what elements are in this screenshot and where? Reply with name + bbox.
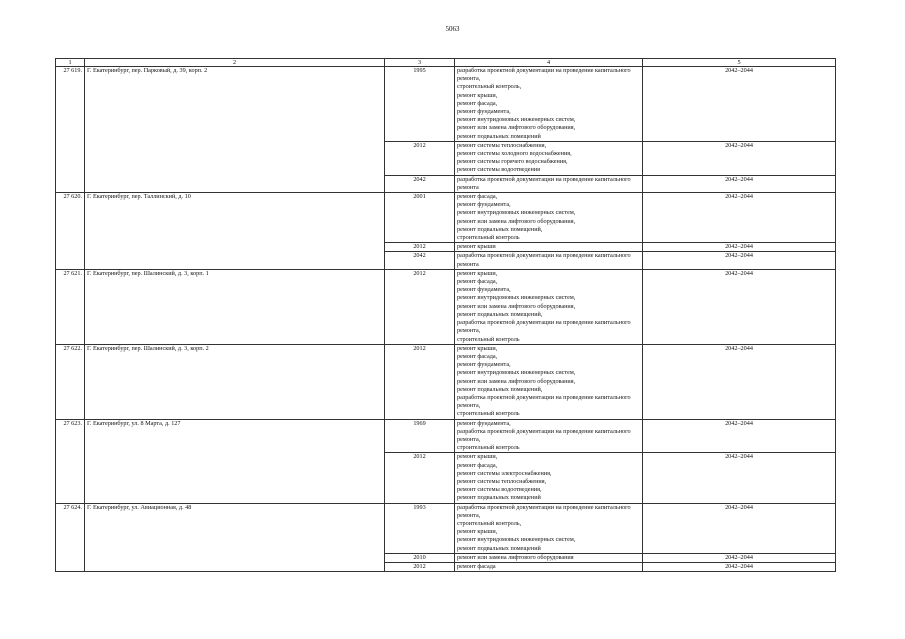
year-cell: 2012 [385, 243, 455, 252]
period-cell: 2042–2044 [643, 243, 836, 252]
building-address: Г. Екатеринбург, пер. Парковый, д. 39, корп. 2 [85, 67, 385, 193]
works-cell: разработка проектной документации на проведение капитального ремонта [455, 252, 643, 269]
period-cell: 2042–2044 [643, 553, 836, 562]
building-address: Г. Екатеринбург, ул. 8 Марта, д. 127 [85, 419, 385, 503]
column-header: 4 [455, 59, 643, 67]
year-cell: 2012 [385, 562, 455, 571]
works-cell: ремонт или замена лифтового оборудования [455, 553, 643, 562]
building-address: Г. Екатеринбург, пер. Шалинский, д. 3, корп. 1 [85, 269, 385, 344]
period-cell: 2042–2044 [643, 67, 836, 142]
row-number: 27 623. [56, 419, 85, 503]
table-row [56, 193, 836, 243]
works-cell: ремонт крыши, ремонт фасада, ремонт фундамента, ремонт внутридомовых инженерных систем, ремонт или замена лифтового оборудования, ремонт подвальных помещений, разработка проектной документации на проведение капитального ремонта, строительный контроль [455, 344, 643, 419]
period-cell: 2042–2044 [643, 175, 836, 192]
year-cell: 2010 [385, 553, 455, 562]
works-cell: разработка проектной документации на проведение капитального ремонта [455, 175, 643, 192]
works-cell: ремонт фасада [455, 562, 643, 571]
page-number: 5063 [445, 25, 460, 33]
table-row [56, 67, 836, 142]
period-cell: 2042–2044 [643, 344, 836, 419]
table-header-row [56, 59, 836, 67]
period-cell: 2042–2044 [643, 453, 836, 503]
works-cell: ремонт крыши, ремонт фасада, ремонт системы электроснабжения, ремонт системы теплоснабжения, ремонт системы водоотведения, ремонт подвальных помещений [455, 453, 643, 503]
table-row [56, 344, 836, 419]
building-address: Г. Екатеринбург, пер. Шалинский, д. 3, корп. 2 [85, 344, 385, 419]
year-cell: 2012 [385, 453, 455, 503]
row-number: 27 624. [56, 503, 85, 572]
year-cell: 2042 [385, 175, 455, 192]
year-cell: 1969 [385, 419, 455, 453]
year-cell: 1993 [385, 503, 455, 553]
year-cell: 2012 [385, 269, 455, 344]
row-number: 27 621. [56, 269, 85, 344]
period-cell: 2042–2044 [643, 193, 836, 243]
works-cell: разработка проектной документации на проведение капитального ремонта, строительный контроль, ремонт крыши, ремонт внутридомовых инженерных систем, ремонт подвальных помещений [455, 503, 643, 553]
table-row [56, 269, 836, 344]
works-cell: разработка проектной документации на проведение капитального ремонта, строительный контроль, ремонт крыши, ремонт фасада, ремонт фундамента, ремонт внутридомовых инженерных систем, ремонт или замена лифтового оборудования, ремонт подвальных помещений [455, 67, 643, 142]
capital-repair-table [55, 58, 836, 572]
column-header: 1 [56, 59, 85, 67]
works-cell: ремонт фундамента, разработка проектной документации на проведение капитального ремонта, строительный контроль [455, 419, 643, 453]
table-row [56, 419, 836, 453]
table-row [56, 503, 836, 553]
building-address: Г. Екатеринбург, пер. Таллинский, д. 10 [85, 193, 385, 270]
period-cell: 2042–2044 [643, 141, 836, 175]
building-address: Г. Екатеринбург, ул. Авиационная, д. 48 [85, 503, 385, 572]
year-cell: 2012 [385, 344, 455, 419]
period-cell: 2042–2044 [643, 562, 836, 571]
year-cell: 2012 [385, 141, 455, 175]
year-cell: 2001 [385, 193, 455, 243]
period-cell: 2042–2044 [643, 269, 836, 344]
works-cell: ремонт фасада, ремонт фундамента, ремонт внутридомовых инженерных систем, ремонт или замена лифтового оборудования, ремонт подвальных помещений, строительный контроль [455, 193, 643, 243]
row-number: 27 622. [56, 344, 85, 419]
works-cell: ремонт системы теплоснабжения, ремонт системы холодного водоснабжения, ремонт системы горячего водоснабжения, ремонт системы водоотведения [455, 141, 643, 175]
row-number: 27 620. [56, 193, 85, 270]
period-cell: 2042–2044 [643, 252, 836, 269]
period-cell: 2042–2044 [643, 503, 836, 553]
period-cell: 2042–2044 [643, 419, 836, 453]
year-cell: 2042 [385, 252, 455, 269]
row-number: 27 619. [56, 67, 85, 193]
year-cell: 1995 [385, 67, 455, 142]
column-header: 5 [643, 59, 836, 67]
works-cell: ремонт крыши, ремонт фасада, ремонт фундамента, ремонт внутридомовых инженерных систем, ремонт или замена лифтового оборудования, ремонт подвальных помещений, разработка проектной документации на проведение капитального ремонта, строительный контроль [455, 269, 643, 344]
column-header: 3 [385, 59, 455, 67]
works-cell: ремонт крыши [455, 243, 643, 252]
column-header: 2 [85, 59, 385, 67]
